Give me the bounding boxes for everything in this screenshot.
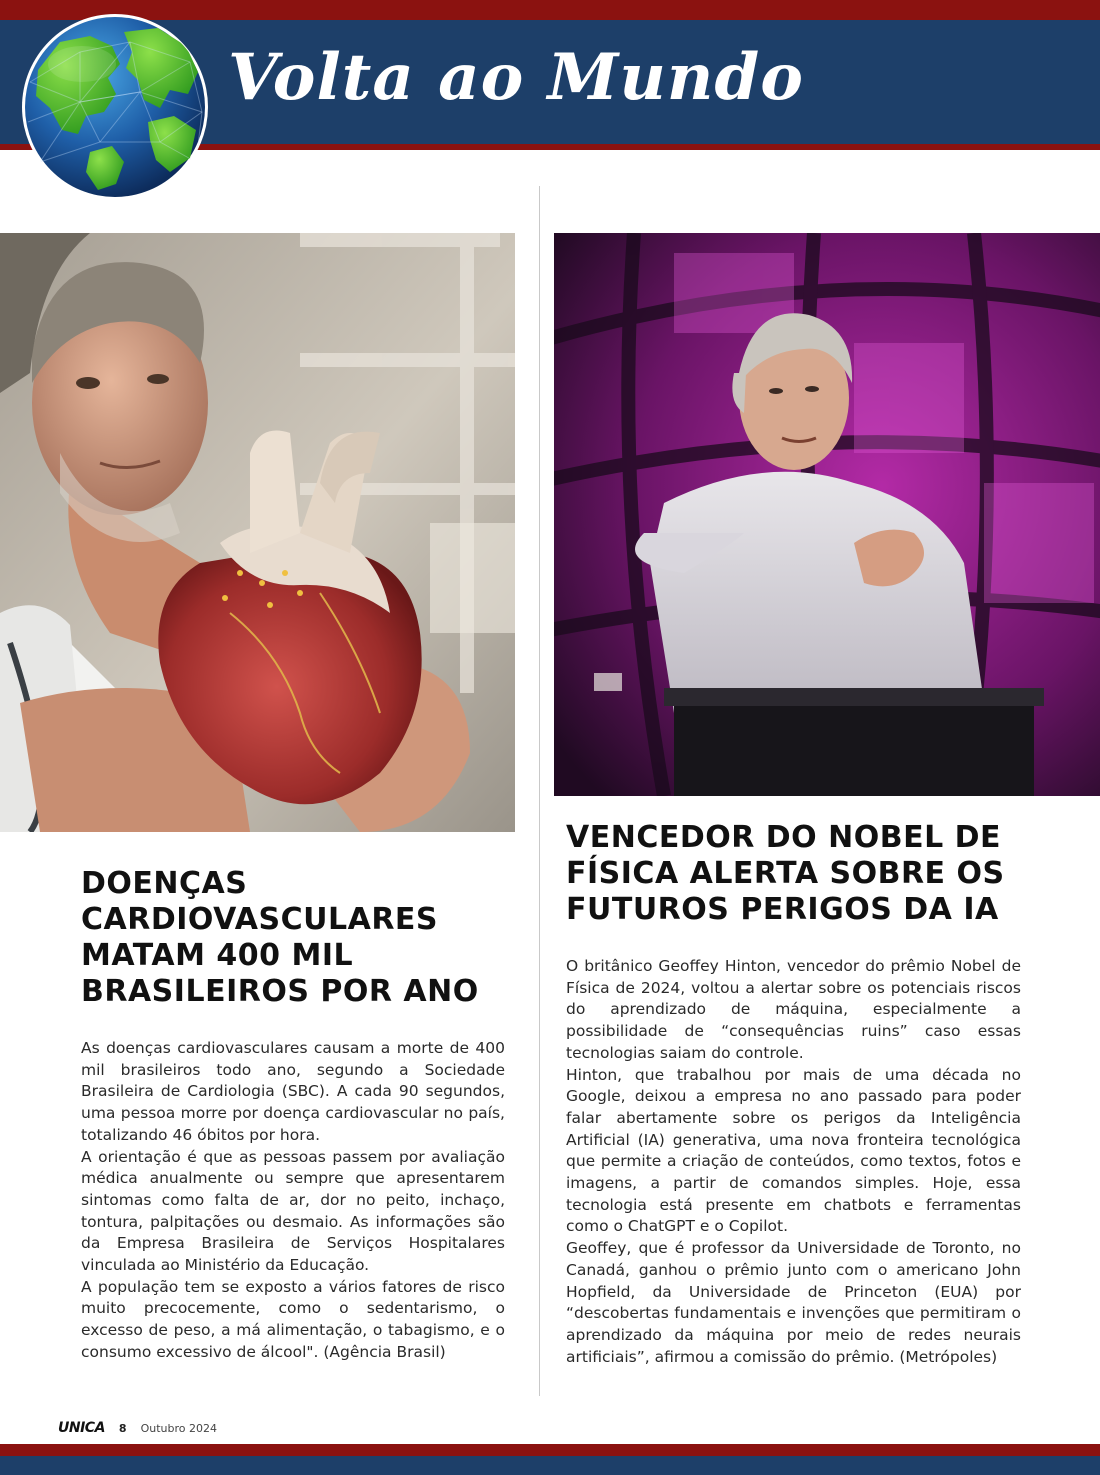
right-article-paragraph: O britânico Geoffey Hinton, vencedor do prêmio Nobel de Física de 2024, voltou a alertar sobre os potenciais riscos do aprendizado de máquina, especialmente a possibilidade de “consequências ruins” caso essas tecnologias saiam do controle. (566, 957, 1021, 1062)
right-article-headline: VENCEDOR DO NOBEL DE FÍSICA ALERTA SOBRE OS FUTUROS PERIGOS DA IA (566, 820, 1005, 927)
page-number: 8 (118, 1421, 127, 1435)
issue-date: Outubro 2024 (140, 1421, 217, 1435)
magazine-logo: UNICA (58, 1420, 105, 1436)
column-divider (539, 186, 540, 1396)
bottom-stripe-red (0, 1444, 1100, 1456)
right-article-paragraph: Hinton, que trabalhou por mais de uma década no Google, deixou a empresa no ano passado para poder falar abertamente sobre os perigos da Inteligência Artificial (IA) generativa, uma nova fronteira tecnológica que permite a criação de conteúdos, como textos, fotos e imagens, a partir de comandos simples. Hoje, essa tecnologia está presente em chatbots e ferramentas como o ChatGPT e o Copilot. (566, 1065, 1021, 1236)
left-article-paragraph: A população tem se exposto a vários fatores de risco muito precocemente, como o sedentarismo, o excesso de peso, a má alimentação, o tabagismo, e o consumo excessivo de álcool". (Agência Brasil) (81, 1277, 505, 1361)
globe-icon (20, 12, 210, 202)
left-article-body (81, 1038, 505, 1364)
left-article-headline: DOENÇAS CARDIOVASCULARES MATAM 400 MIL BRASILEIROS POR ANO (81, 866, 479, 1009)
section-title: Volta ao Mundo (228, 40, 804, 115)
left-article-paragraph: As doenças cardiovasculares causam a morte de 400 mil brasileiros todo ano, segundo a Sociedade Brasileira de Cardiologia (SBC). A cada 90 segundos, uma pessoa morre por doença cardiovascular no país, totalizando 46 óbitos por hora. (81, 1039, 505, 1144)
right-article-body (566, 956, 1021, 1368)
right-article-paragraph: Geoffey, que é professor da Universidade de Toronto, no Canadá, ganhou o prêmio junto com o americano John Hopfield, da Universidade de Princeton (EUA) por “descobertas fundamentais e invenções que permitiram o aprendizado da máquina por meio de redes neurais artificiais”, afirmou a comissão do prêmio. (Metrópoles) (566, 1239, 1021, 1366)
photo-doctor-heart-model (0, 233, 515, 832)
page-footer (58, 1418, 217, 1438)
photo-geoffrey-hinton-speaking (554, 233, 1100, 796)
bottom-stripe-blue (0, 1456, 1100, 1475)
left-article-paragraph: A orientação é que as pessoas passem por avaliação médica anualmente ou sempre que apresentarem sintomas como falta de ar, dor no peito, inchaço, tontura, palpitações ou desmaio. As informações são da Empresa Brasileira de Serviços Hospitalares vinculada ao Ministério da Educação. (81, 1147, 505, 1275)
